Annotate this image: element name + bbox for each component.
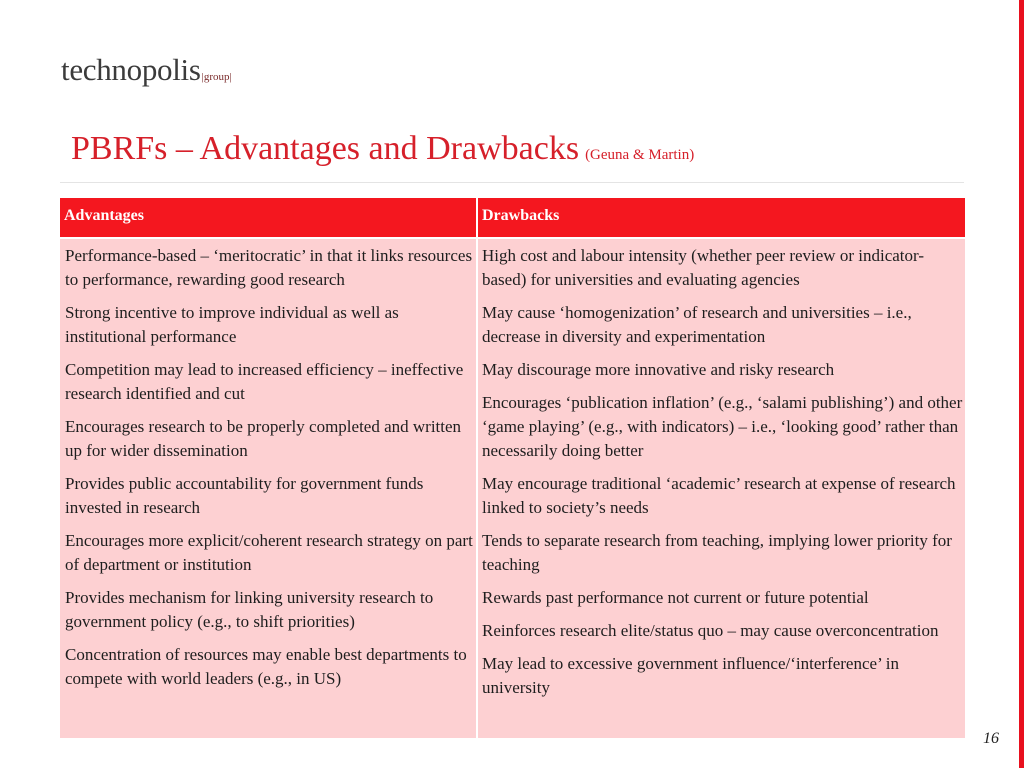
advantage-item: Performance-based – ‘meritocratic’ in that it links resources to performance, rewarding good research [65,246,473,289]
drawback-item: May discourage more innovative and risky research [482,360,835,379]
title-divider [60,182,964,183]
comparison-table [60,198,965,738]
accent-bar [1019,0,1024,768]
drawback-item: Reinforces research elite/status quo – may cause overconcentration [482,621,939,640]
advantage-item: Provides mechanism for linking university research to government policy (e.g., to shift priorities) [65,588,434,631]
title-citation: (Geuna & Martin) [585,147,695,163]
technopolis-logo [61,52,232,88]
logo-wordmark: technopolis [61,52,201,87]
logo-group-label: |group| [201,71,232,83]
advantages-column [60,239,476,738]
drawback-item: Tends to separate research from teaching, implying lower priority for teaching [482,531,952,574]
advantages-header: Advantages [60,198,476,237]
title-text: PBRFs – Advantages and Drawbacks [71,130,580,167]
advantage-item: Provides public accountability for government funds invested in research [65,474,424,517]
advantage-item: Encourages research to be properly completed and written up for wider dissemination [65,417,462,460]
drawback-item: May encourage traditional ‘academic’ research at expense of research linked to society’s needs [482,474,956,517]
page-number: 16 [983,730,999,747]
advantage-item: Encourages more explicit/coherent research strategy on part of department or institution [65,531,473,574]
advantage-item: Competition may lead to increased efficiency – ineffective research identified and cut [65,360,464,403]
drawback-item: High cost and labour intensity (whether peer review or indicator-based) for universities and evaluating agencies [482,246,924,289]
drawback-item: May lead to excessive government influence/‘interference’ in university [482,654,899,697]
drawback-item: Encourages ‘publication inflation’ (e.g., ‘salami publishing’) and other ‘game playing’ (e.g., with indicators) – i.e., ‘looking good’ rather than necessarily doing better [482,393,963,460]
drawbacks-column [478,239,965,738]
drawbacks-header: Drawbacks [478,198,965,237]
drawback-item: Rewards past performance not current or future potential [482,588,869,607]
advantage-item: Concentration of resources may enable best departments to compete with world leaders (e.g., in US) [65,645,467,688]
advantage-item: Strong incentive to improve individual as well as institutional performance [65,303,399,346]
page-title [71,130,694,168]
drawback-item: May cause ‘homogenization’ of research and universities – i.e., decrease in diversity and experimentation [482,303,912,346]
